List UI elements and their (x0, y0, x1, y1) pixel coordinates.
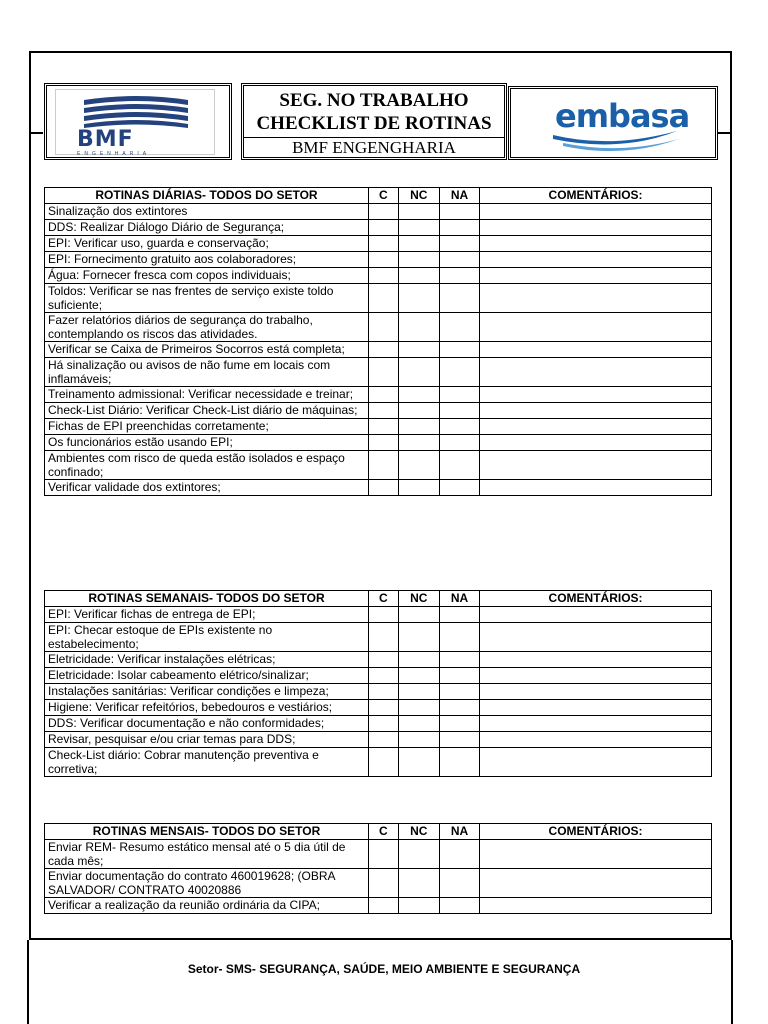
c-cell[interactable] (368, 684, 398, 700)
checklist-row (45, 732, 712, 748)
weekly-routines-table (44, 590, 712, 777)
embasa-logo-text: embasa (555, 97, 690, 135)
comment-cell[interactable] (480, 419, 712, 435)
comment-cell[interactable] (480, 313, 712, 342)
comment-cell[interactable] (480, 387, 712, 403)
checklist-item: Ambientes com risco de queda estão isolados e espaço confinado; (45, 451, 369, 480)
comment-cell[interactable] (480, 252, 712, 268)
checklist-item: Verificar a realização da reunião ordinária da CIPA; (45, 898, 369, 914)
column-c: C (368, 824, 398, 840)
na-cell[interactable] (439, 652, 479, 668)
na-cell[interactable] (439, 204, 479, 220)
nc-cell[interactable] (398, 204, 439, 220)
checklist-row (45, 840, 712, 869)
checklist-item: Verificar se Caixa de Primeiros Socorros está completa; (45, 342, 369, 358)
comment-cell[interactable] (480, 342, 712, 358)
na-cell[interactable] (439, 419, 479, 435)
nc-cell[interactable] (398, 284, 439, 313)
nc-cell[interactable] (398, 268, 439, 284)
comment-cell[interactable] (480, 268, 712, 284)
checklist-item: EPI: Checar estoque de EPIs existente no estabelecimento; (45, 623, 369, 652)
checklist-item: Treinamento admissional: Verificar necessidade e treinar; (45, 387, 369, 403)
nc-cell[interactable] (398, 700, 439, 716)
checklist-item: Revisar, pesquisar e/ou criar temas para DDS; (45, 732, 369, 748)
comment-cell[interactable] (480, 403, 712, 419)
na-cell[interactable] (439, 268, 479, 284)
comment-cell[interactable] (480, 623, 712, 652)
na-cell[interactable] (439, 358, 479, 387)
c-cell[interactable] (368, 252, 398, 268)
comment-cell[interactable] (480, 716, 712, 732)
checklist-row (45, 869, 712, 898)
comment-cell[interactable] (480, 840, 712, 869)
checklist-row (45, 623, 712, 652)
comment-cell[interactable] (480, 869, 712, 898)
c-cell[interactable] (368, 607, 398, 623)
c-cell[interactable] (368, 268, 398, 284)
checklist-row (45, 313, 712, 342)
comment-cell[interactable] (480, 480, 712, 496)
page-frame-bottom (27, 940, 733, 1024)
checklist-row (45, 419, 712, 435)
checklist-row (45, 668, 712, 684)
na-cell[interactable] (439, 403, 479, 419)
checklist-row (45, 342, 712, 358)
checklist-item: Enviar documentação do contrato 460019628; (OBRA SALVADOR/ CONTRATO 40020886 (45, 869, 369, 898)
na-cell[interactable] (439, 869, 479, 898)
daily-heading: ROTINAS DIÁRIAS- TODOS DO SETOR (45, 188, 369, 204)
nc-cell[interactable] (398, 869, 439, 898)
nc-cell[interactable] (398, 419, 439, 435)
nc-cell[interactable] (398, 716, 439, 732)
c-cell[interactable] (368, 700, 398, 716)
checklist-item: Toldos: Verificar se nas frentes de serviço existe toldo suficiente; (45, 284, 369, 313)
c-cell[interactable] (368, 313, 398, 342)
column-nc: NC (398, 824, 439, 840)
nc-cell[interactable] (398, 840, 439, 869)
na-cell[interactable] (439, 220, 479, 236)
checklist-row (45, 607, 712, 623)
c-cell[interactable] (368, 284, 398, 313)
na-cell[interactable] (439, 342, 479, 358)
checklist-row (45, 204, 712, 220)
document-subtitle: CHECKLIST DE ROTINAS (256, 113, 492, 134)
c-cell[interactable] (368, 869, 398, 898)
na-cell[interactable] (439, 607, 479, 623)
comment-cell[interactable] (480, 435, 712, 451)
c-cell[interactable] (368, 358, 398, 387)
column-nc: NC (398, 188, 439, 204)
document-title: SEG. NO TRABALHO (279, 90, 469, 111)
checklist-row (45, 358, 712, 387)
na-cell[interactable] (439, 451, 479, 480)
c-cell[interactable] (368, 220, 398, 236)
comment-cell[interactable] (480, 358, 712, 387)
nc-cell[interactable] (398, 732, 439, 748)
c-cell[interactable] (368, 419, 398, 435)
comment-cell[interactable] (480, 204, 712, 220)
checklist-row (45, 236, 712, 252)
checklist-item: EPI: Fornecimento gratuito aos colaboradores; (45, 252, 369, 268)
checklist-item: Higiene: Verificar refeitórios, bebedouros e vestiários; (45, 700, 369, 716)
comment-cell[interactable] (480, 284, 712, 313)
column-c: C (368, 188, 398, 204)
c-cell[interactable] (368, 732, 398, 748)
c-cell[interactable] (368, 435, 398, 451)
nc-cell[interactable] (398, 898, 439, 914)
na-cell[interactable] (439, 387, 479, 403)
weekly-heading: ROTINAS SEMANAIS- TODOS DO SETOR (45, 591, 369, 607)
c-cell[interactable] (368, 748, 398, 777)
nc-cell[interactable] (398, 220, 439, 236)
nc-cell[interactable] (398, 403, 439, 419)
checklist-row (45, 435, 712, 451)
comment-cell[interactable] (480, 700, 712, 716)
c-cell[interactable] (368, 204, 398, 220)
checklist-row (45, 284, 712, 313)
nc-cell[interactable] (398, 451, 439, 480)
comment-cell[interactable] (480, 451, 712, 480)
na-cell[interactable] (439, 840, 479, 869)
c-cell[interactable] (368, 652, 398, 668)
comment-cell[interactable] (480, 668, 712, 684)
checklist-item: Instalações sanitárias: Verificar condições e limpeza; (45, 684, 369, 700)
checklist-item: Check-List diário: Cobrar manutenção preventiva e corretiva; (45, 748, 369, 777)
bmf-logo-box (44, 83, 232, 160)
c-cell[interactable] (368, 716, 398, 732)
checklist-item: Há sinalização ou avisos de não fume em locais com inflamáveis; (45, 358, 369, 387)
checklist-item: Eletricidade: Isolar cabeamento elétrico/sinalizar; (45, 668, 369, 684)
c-cell[interactable] (368, 668, 398, 684)
comment-cell[interactable] (480, 607, 712, 623)
column-comments: COMENTÁRIOS: (480, 591, 712, 607)
comment-cell[interactable] (480, 220, 712, 236)
footer-sector: Setor- SMS- SEGURANÇA, SAÚDE, MEIO AMBIENTE E SEGURANÇA (187, 962, 581, 976)
nc-cell[interactable] (398, 652, 439, 668)
column-c: C (368, 591, 398, 607)
column-comments: COMENTÁRIOS: (480, 824, 712, 840)
nc-cell[interactable] (398, 313, 439, 342)
na-cell[interactable] (439, 435, 479, 451)
na-cell[interactable] (439, 684, 479, 700)
column-na: NA (439, 188, 479, 204)
c-cell[interactable] (368, 342, 398, 358)
checklist-item: Sinalização dos extintores (45, 204, 369, 220)
checklist-row (45, 268, 712, 284)
na-cell[interactable] (439, 252, 479, 268)
comment-cell[interactable] (480, 236, 712, 252)
na-cell[interactable] (439, 716, 479, 732)
checklist-item: Os funcionários estão usando EPI; (45, 435, 369, 451)
checklist-item: EPI: Verificar uso, guarda e conservação; (45, 236, 369, 252)
checklist-item: Água: Fornecer fresca com copos individuais; (45, 268, 369, 284)
na-cell[interactable] (439, 732, 479, 748)
na-cell[interactable] (439, 480, 479, 496)
na-cell[interactable] (439, 623, 479, 652)
c-cell[interactable] (368, 236, 398, 252)
c-cell[interactable] (368, 451, 398, 480)
nc-cell[interactable] (398, 387, 439, 403)
comment-cell[interactable] (480, 748, 712, 777)
monthly-heading: ROTINAS MENSAIS- TODOS DO SETOR (45, 824, 369, 840)
checklist-item: DDS: Realizar Diálogo Diário de Segurança; (45, 220, 369, 236)
checklist-item: Fichas de EPI preenchidas corretamente; (45, 419, 369, 435)
column-nc: NC (398, 591, 439, 607)
bmf-logo-subtext: ENGENHARIA (77, 151, 151, 157)
column-na: NA (439, 591, 479, 607)
divider (29, 132, 43, 134)
na-cell[interactable] (439, 236, 479, 252)
nc-cell[interactable] (398, 358, 439, 387)
checklist-row (45, 252, 712, 268)
checklist-item: Enviar REM- Resumo estático mensal até o 5 dia útil de cada mês; (45, 840, 369, 869)
nc-cell[interactable] (398, 342, 439, 358)
na-cell[interactable] (439, 313, 479, 342)
daily-routines-table (44, 187, 712, 496)
checklist-row (45, 451, 712, 480)
checklist-item: Check-List Diário: Verificar Check-List diário de máquinas; (45, 403, 369, 419)
comment-cell[interactable] (480, 898, 712, 914)
checklist-item: DDS: Verificar documentação e não conformidades; (45, 716, 369, 732)
checklist-row (45, 898, 712, 914)
column-na: NA (439, 824, 479, 840)
checklist-row (45, 748, 712, 777)
c-cell[interactable] (368, 840, 398, 869)
comment-cell[interactable] (480, 732, 712, 748)
checklist-item: EPI: Verificar fichas de entrega de EPI; (45, 607, 369, 623)
company-name: BMF ENGENGHARIA (244, 137, 504, 158)
checklist-item: Verificar validade dos extintores; (45, 480, 369, 496)
na-cell[interactable] (439, 898, 479, 914)
c-cell[interactable] (368, 387, 398, 403)
checklist-item: Eletricidade: Verificar instalações elétricas; (45, 652, 369, 668)
c-cell[interactable] (368, 898, 398, 914)
c-cell[interactable] (368, 623, 398, 652)
checklist-item: Fazer relatórios diários de segurança do trabalho, contemplando os riscos das atividades. (45, 313, 369, 342)
c-cell[interactable] (368, 403, 398, 419)
embasa-logo-box (508, 86, 718, 160)
na-cell[interactable] (439, 700, 479, 716)
nc-cell[interactable] (398, 252, 439, 268)
nc-cell[interactable] (398, 435, 439, 451)
nc-cell[interactable] (398, 607, 439, 623)
checklist-row (45, 403, 712, 419)
checklist-row (45, 387, 712, 403)
checklist-row (45, 652, 712, 668)
checklist-row (45, 684, 712, 700)
column-comments: COMENTÁRIOS: (480, 188, 712, 204)
divider (716, 132, 732, 134)
monthly-routines-table (44, 823, 712, 914)
comment-cell[interactable] (480, 652, 712, 668)
nc-cell[interactable] (398, 684, 439, 700)
checklist-row (45, 480, 712, 496)
nc-cell[interactable] (398, 480, 439, 496)
c-cell[interactable] (368, 480, 398, 496)
na-cell[interactable] (439, 668, 479, 684)
checklist-row (45, 700, 712, 716)
checklist-row (45, 716, 712, 732)
nc-cell[interactable] (398, 668, 439, 684)
checklist-row (45, 220, 712, 236)
bmf-logo-text: BMF (77, 127, 134, 152)
nc-cell[interactable] (398, 748, 439, 777)
title-box (241, 83, 507, 160)
nc-cell[interactable] (398, 623, 439, 652)
nc-cell[interactable] (398, 236, 439, 252)
na-cell[interactable] (439, 284, 479, 313)
embasa-wave-icon (511, 89, 715, 157)
comment-cell[interactable] (480, 684, 712, 700)
na-cell[interactable] (439, 748, 479, 777)
